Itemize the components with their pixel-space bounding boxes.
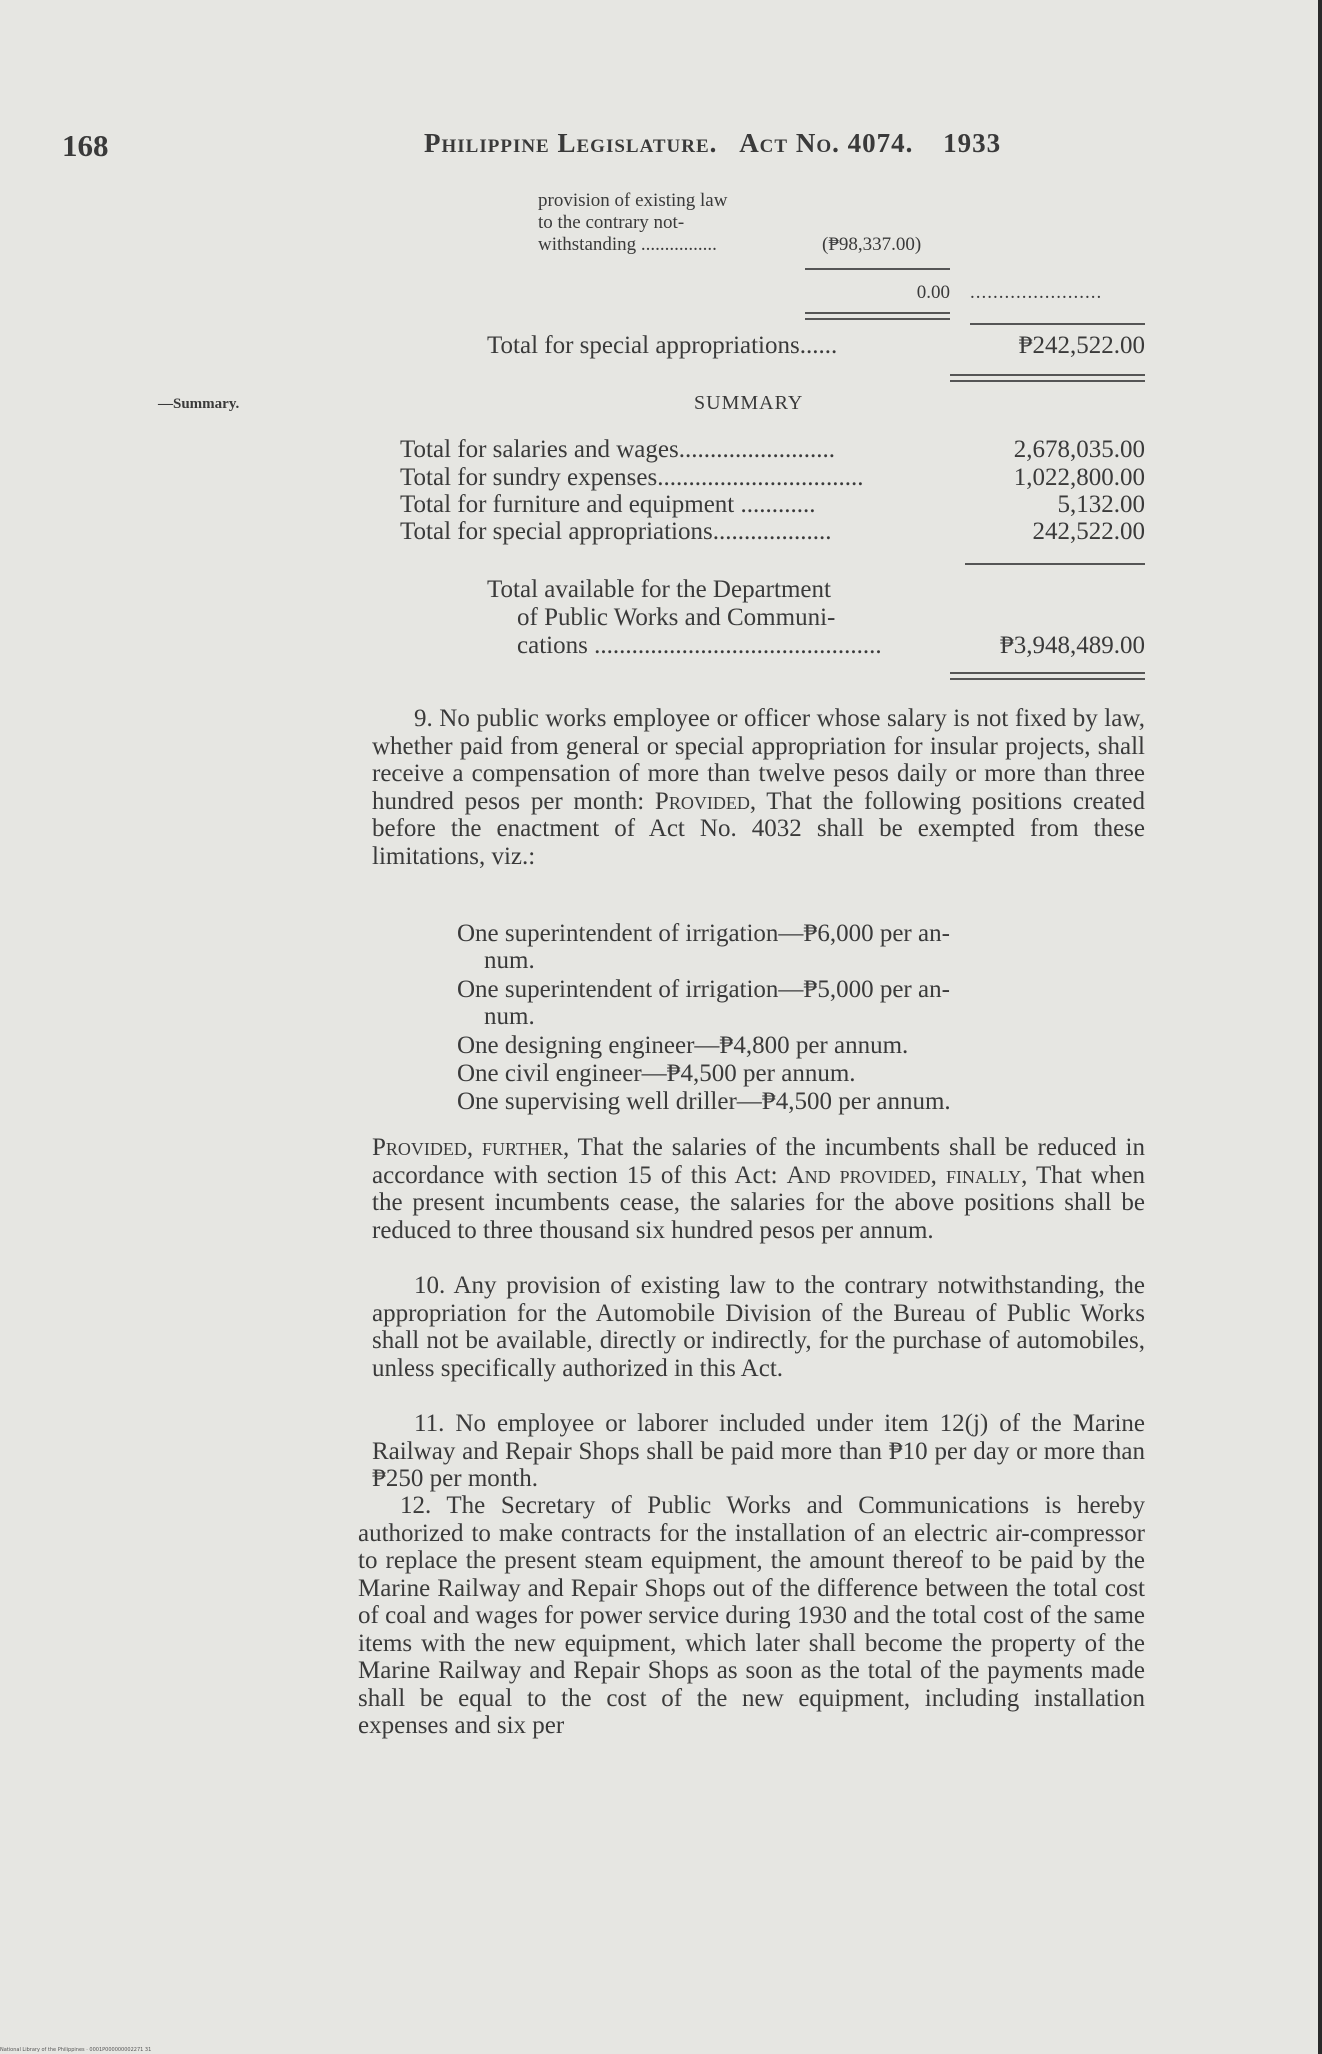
summary-heading: SUMMARY [694, 392, 804, 414]
scan-footer: National Library of the Philippines · 0001P000000002271 31 [0, 2047, 152, 2053]
rule [805, 268, 950, 270]
year: 1933 [943, 128, 1002, 158]
proviso-keyword: Provided, [654, 787, 757, 815]
position-text: num. [484, 1003, 535, 1030]
available-total-label [487, 576, 947, 660]
position-item [457, 976, 1147, 1030]
paragraph-text: That when the present incumbents cease, the salaries for the above positions shall be reduced to three thousand six hundred pesos per annum. [372, 1161, 1145, 1244]
available-line: Total available for the Department [487, 576, 831, 603]
proviso-keyword: And provided, finally, [786, 1161, 1028, 1189]
position-text: num. [484, 947, 535, 974]
available-line: of Public Works and Communi- [517, 604, 836, 631]
summary-row-amount: 2,678,035.00 [1013, 436, 1145, 463]
available-total-amount: ₱3,948,489.00 [999, 632, 1145, 659]
continuation-line: provision of existing law [538, 190, 728, 211]
summary-row-label: Total for salaries and wages......................... [400, 436, 835, 463]
double-rule [805, 312, 950, 320]
special-total-label: Total for special appropriations...... [487, 332, 838, 359]
continuation-line: withstanding ................ [538, 234, 717, 255]
paragraph-12: 12. The Secretary of Public Works and Communications is hereby authorized to make contracts for the installation of an electric air-compressor to replace the present steam equipment, the amount thereof to be paid by the Marine Railway and Repair Shops out of the difference between the total cost of coal and wages for power service during 1930 and the total cost of the same items with the new equipment, which later shall become the property of the Marine Railway and Repair Shops as soon as the total of the payments made shall be equal to the cost of the new equipment, including installation expenses and six per [358, 1492, 1145, 1739]
blank-amount: ....................... [970, 282, 1103, 303]
available-line: cations .............................................. [517, 632, 882, 659]
paragraph-text: That the following positions created before the enactment of Act No. 4032 shall be exempted from these limitations, viz.: [372, 787, 1146, 870]
summary-row-label: Total for special appropriations................... [400, 518, 832, 545]
special-total-amount: ₱242,522.00 [1018, 332, 1145, 359]
continuation-line: to the contrary not- [538, 212, 685, 233]
position-item: One supervising well driller—₱4,500 per annum. [457, 1088, 951, 1115]
double-rule [950, 374, 1145, 382]
summary-row-label: Total for furniture and equipment ............ [400, 491, 816, 518]
summary-row-amount: 242,522.00 [1032, 518, 1145, 545]
paragraph-10: 10. Any provision of existing law to the contrary notwithstanding, the appropriation for the Automobile Division of the Bureau of Public Works shall not be available, directly or indirectly, for the purchase of automobiles, unless specifically authorized in this Act. [372, 1272, 1145, 1382]
summary-row-amount: 1,022,800.00 [1013, 464, 1145, 491]
continuation-amount: (₱98,337.00) [822, 234, 922, 255]
running-head [424, 128, 1001, 159]
double-rule [950, 672, 1145, 680]
rule [965, 563, 1145, 565]
page-edge [1318, 0, 1322, 2054]
position-text: One superintendent of irrigation—₱6,000 per an- [457, 920, 950, 947]
paragraph-9 [372, 705, 1145, 870]
position-item: One civil engineer—₱4,500 per annum. [457, 1060, 856, 1087]
margin-note: —Summary. [158, 396, 240, 412]
summary-row-amount: 5,132.00 [1057, 491, 1145, 518]
proviso-keyword: Provided, further, [372, 1134, 570, 1161]
paragraph-text: 9. No public works employee or officer whose salary is not fixed by law, whether paid from general or special appropriation for insular projects, shall receive a compensation of more than twelve pesos daily or more than three hundred pesos per month: [372, 705, 1145, 815]
subtotal-amount: 0.00 [916, 282, 950, 303]
page-number: 168 [62, 128, 109, 163]
position-item [457, 920, 1147, 974]
rule [970, 323, 1145, 325]
proviso-paragraph [372, 1134, 1145, 1244]
position-item: One designing engineer—₱4,800 per annum. [457, 1032, 909, 1059]
paragraph-text: That the salaries of the incumbents shall be reduced in accordance with section 15 of this Act: [372, 1134, 1145, 1189]
position-text: One superintendent of irrigation—₱5,000 per an- [457, 976, 950, 1003]
page-header [62, 128, 1122, 168]
running-title: Philippine Legislature. [424, 128, 718, 158]
paragraph-11: 11. No employee or laborer included under item 12(j) of the Marine Railway and Repair Shops shall be paid more than ₱10 per day or more than ₱250 per month. [372, 1410, 1145, 1492]
summary-row-label: Total for sundry expenses................................. [400, 464, 864, 491]
act-number: Act No. 4074. [739, 128, 914, 158]
